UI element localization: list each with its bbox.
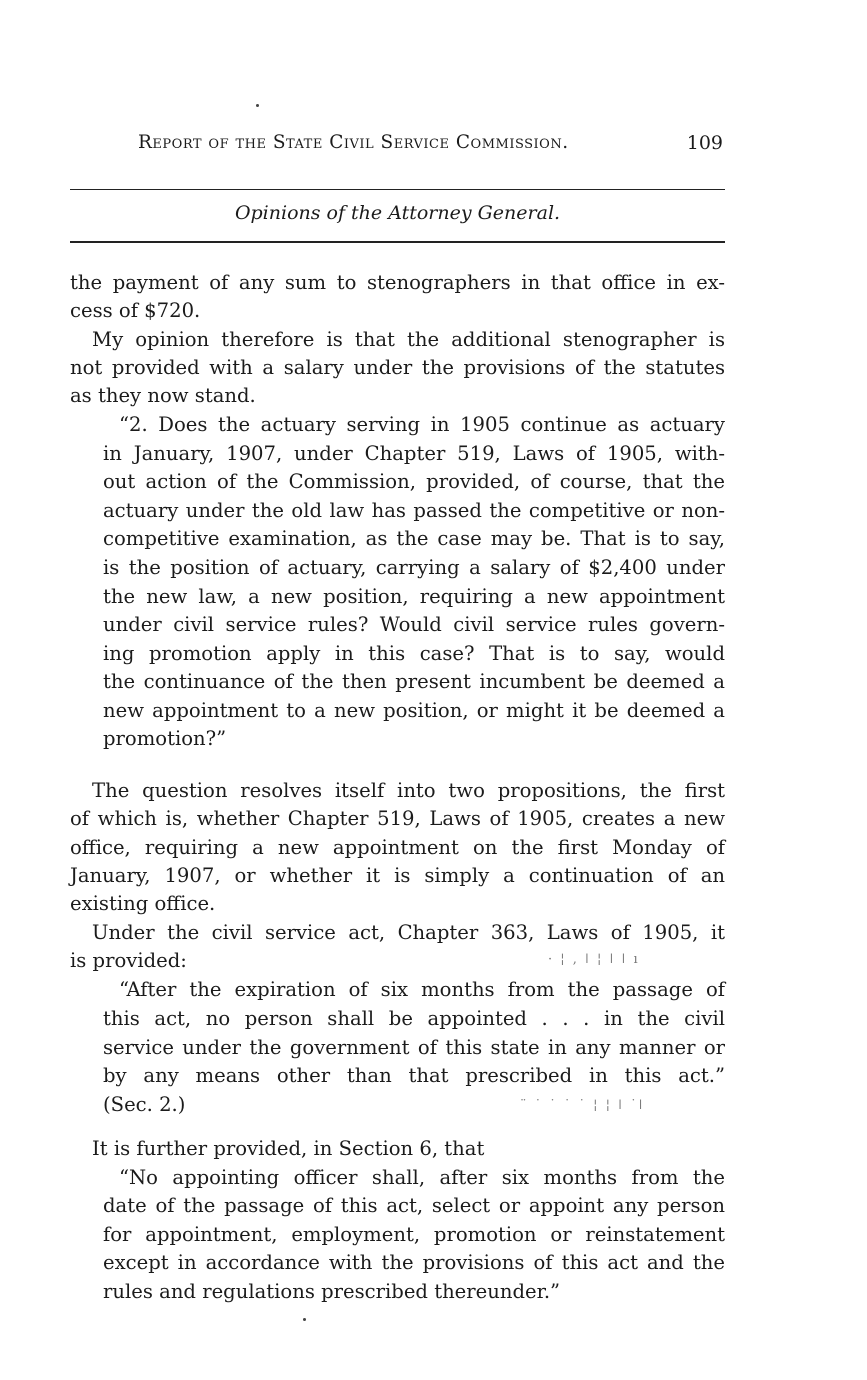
quote-line: actuary under the old law has passed the competitive or non-	[103, 499, 725, 522]
text-line: as they now stand.	[70, 384, 256, 407]
text-line: the payment of any sum to stenographers in that office in ex-	[70, 271, 725, 294]
running-head	[70, 132, 725, 158]
print-speck	[303, 1318, 306, 1321]
header-rule-top	[70, 189, 725, 190]
quote-line: for appointment, employment, promotion or reinstatement	[103, 1223, 725, 1246]
print-specks: ¨ ˙ ˙ ˙ ˙ ¦ ¦ ǀ ˙ǀ	[520, 1098, 645, 1113]
page-number: 109	[686, 132, 723, 154]
text-line: January, 1907, or whether it is simply a continuation of an	[70, 864, 725, 887]
text-line: existing office.	[70, 892, 216, 915]
quote-line: “After the expiration of six months from the passage of	[119, 978, 725, 1001]
text-line: My opinion therefore is that the additional stenographer is	[92, 328, 725, 351]
quote-line: date of the passage of this act, select or appoint any person	[103, 1194, 725, 1217]
text-line: is provided:	[70, 949, 187, 972]
quote-line: rules and regulations prescribed thereunder.”	[103, 1280, 561, 1303]
quote-line: in January, 1907, under Chapter 519, Laws of 1905, with-	[103, 442, 725, 465]
quote-line: “2. Does the actuary serving in 1905 continue as actuary	[119, 413, 725, 436]
print-specks: · ¦ , ǀ ¦ ǀ ǀ ı	[548, 952, 640, 967]
quote-line: service under the government of this state in any manner or	[103, 1036, 725, 1059]
quote-line: (Sec. 2.)	[103, 1093, 186, 1116]
text-line: Under the civil service act, Chapter 363, Laws of 1905, it	[92, 921, 725, 944]
quote-line: the continuance of the then present incumbent be deemed a	[103, 670, 725, 693]
header-rule-bottom	[70, 241, 725, 243]
quote-line: competitive examination, as the case may be. That is to say,	[103, 527, 725, 550]
quote-line: except in accordance with the provisions of this act and the	[103, 1251, 725, 1274]
quote-line: this act, no person shall be appointed . . . in the civil	[103, 1007, 725, 1030]
quote-line: ing promotion apply in this case? That is to say, would	[103, 642, 725, 665]
running-title: Report of the State Civil Service Commission.	[138, 132, 569, 153]
text-line: of which is, whether Chapter 519, Laws of 1905, creates a new	[70, 807, 725, 830]
quote-line: promotion?”	[103, 727, 227, 750]
text-line: cess of $720.	[70, 299, 201, 322]
text-line: The question resolves itself into two propositions, the first	[92, 779, 725, 802]
quote-line: is the position of actuary, carrying a salary of $2,400 under	[103, 556, 725, 579]
quote-line: the new law, a new position, requiring a new appointment	[103, 585, 725, 608]
print-speck	[256, 104, 259, 107]
text-line: office, requiring a new appointment on the first Monday of	[70, 836, 725, 859]
text-line: It is further provided, in Section 6, that	[92, 1137, 485, 1160]
quote-line: under civil service rules? Would civil service rules govern-	[103, 613, 725, 636]
section-heading: Opinions of the Attorney General.	[234, 202, 561, 224]
quote-line: out action of the Commission, provided, of course, that the	[103, 470, 725, 493]
quote-line: new appointment to a new position, or might it be deemed a	[103, 699, 725, 722]
quote-line: “No appointing officer shall, after six months from the	[119, 1166, 725, 1189]
text-line: not provided with a salary under the provisions of the statutes	[70, 356, 725, 379]
quote-line: by any means other than that prescribed in this act.”	[103, 1064, 725, 1087]
